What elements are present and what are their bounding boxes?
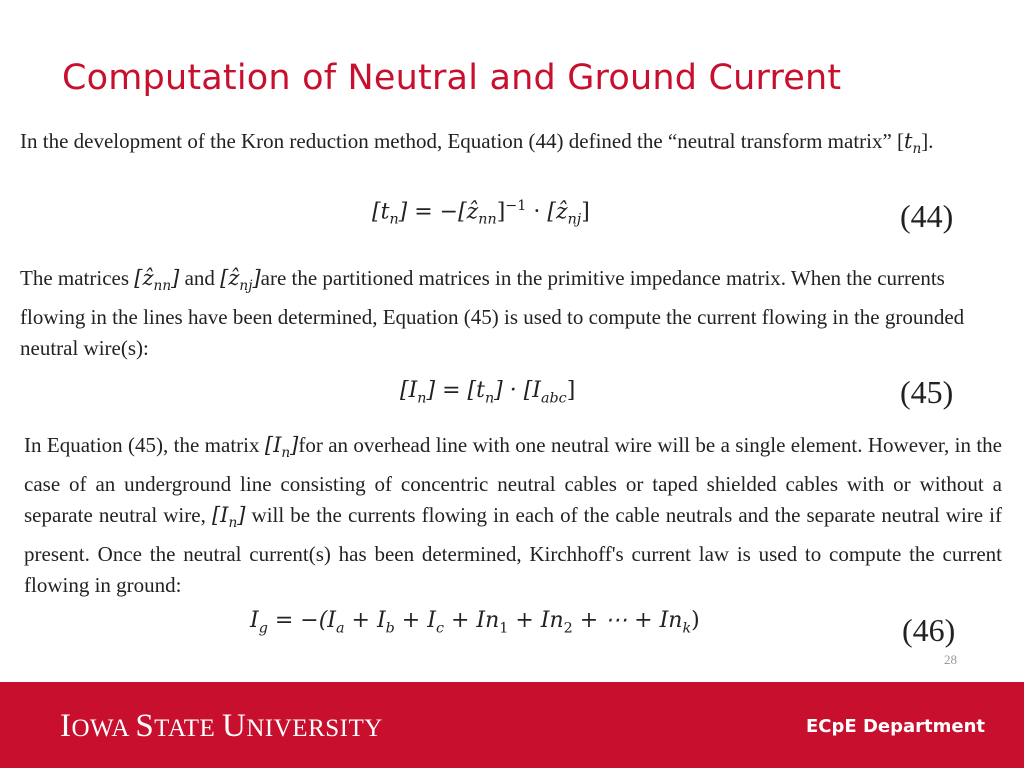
paragraph-ground-current — [24, 430, 1002, 601]
matrix-bracket: ] — [237, 503, 246, 528]
matrix-symbol: [ẑ — [134, 266, 154, 290]
eq-term: ] · [I — [494, 378, 541, 403]
eq-term: I — [250, 608, 259, 633]
paragraph-partitioned-matrices — [20, 263, 1010, 364]
matrix-bracket: ] — [171, 266, 180, 290]
equation-44: $[t_n]$ = −[ẑ$_{nn}$]$^{-1}$ · [ẑ$_{nj}$] — [372, 198, 590, 228]
inline-matrix — [264, 433, 299, 462]
eq-subscript: a — [336, 620, 345, 637]
equation-45 — [400, 378, 575, 406]
eq-superscript: −1 — [505, 198, 527, 214]
eq-term: ] = −[ẑ — [398, 199, 479, 225]
eq-term: + In — [508, 608, 564, 633]
matrix-bracket: ] — [290, 433, 299, 457]
matrix-subscript: n — [228, 515, 238, 532]
paragraph-text: ]. — [921, 129, 934, 153]
paragraph-text: In Equation (45), the matrix — [24, 433, 265, 457]
eq-bracket: ] — [566, 378, 576, 403]
logo-letters: OWA — [71, 715, 136, 742]
inline-matrix — [211, 503, 246, 532]
matrix-subscript: nj — [239, 278, 253, 295]
eq-subscript: g — [258, 620, 268, 637]
eq-subscript: 1 — [499, 620, 509, 637]
matrix-subscript: nn — [153, 278, 172, 295]
paragraph-text: and — [179, 266, 221, 290]
matrix-symbol: [I — [211, 503, 229, 528]
equation-46 — [250, 608, 700, 636]
eq-term: [I — [400, 378, 418, 403]
eq-bracket: ) — [691, 608, 700, 633]
matrix-subscript: n — [912, 141, 922, 158]
matrix-symbol: [I — [264, 433, 282, 457]
eq-term: + I — [344, 608, 386, 633]
paragraph-text: are the partitioned matrices in the primitive impedance matrix. When the currents flowing in the lines have been determined, Equation (45) is used to compute the current flowing in the grounded neutral wire(s): — [20, 266, 965, 361]
eq-term: + In — [443, 608, 500, 633]
eq-subscript: n — [417, 390, 427, 407]
eq-subscript: n — [389, 211, 399, 228]
paragraph-text: for an overhead line with one neutral wire will be a single element. However, in the case of an underground line consisting of concentric neutral cables or taped shielded cables with or without a separate neutral wire, — [24, 433, 1002, 528]
eq-bracket: ] — [581, 199, 590, 225]
eq-subscript: n — [484, 390, 495, 407]
university-logo — [60, 708, 383, 745]
matrix-subscript: n — [281, 445, 291, 462]
eq-term: + I — [394, 608, 436, 633]
paragraph-text: will be the currents flowing in each of the cable neutrals and the separate neutral wire if present. Once the neutral current(s) has been determined, Kirchhoff's current law is used to compute the current flowing in ground: — [24, 503, 1003, 598]
equation-number-45: (45) — [900, 374, 954, 410]
eq-subscript: b — [385, 620, 395, 637]
eq-term: [ẑ — [547, 199, 568, 225]
eq-term: + ⋯ + In — [572, 608, 683, 633]
inline-matrix — [134, 266, 180, 295]
paragraph-text: The matrices — [20, 266, 135, 290]
matrix-bracket: ] — [252, 266, 261, 290]
paragraph-kron-reduction — [20, 126, 1010, 165]
matrix-symbol: t — [904, 129, 913, 153]
eq-subscript: nj — [567, 211, 582, 228]
paragraph-text: In the development of the Kron reduction method, Equation (44) defined the “neutral transform matrix” [ — [20, 129, 905, 153]
eq-term: [t — [372, 199, 390, 225]
footer-bar — [0, 682, 1024, 768]
logo-letter: U — [222, 708, 247, 744]
eq-subscript: k — [682, 620, 692, 637]
page-number: 28 — [944, 652, 957, 667]
eq-subscript: c — [435, 620, 444, 637]
eq-subscript: nn — [478, 211, 497, 228]
logo-letter: I — [60, 708, 72, 744]
eq-subscript: 2 — [563, 620, 573, 637]
department-label: ECpE Department — [806, 716, 985, 737]
matrix-symbol: [ẑ — [220, 266, 240, 290]
eq-term: ] = [t — [426, 378, 485, 403]
logo-letter: S — [135, 708, 155, 744]
inline-matrix — [220, 266, 261, 295]
logo-letters: TATE — [154, 715, 223, 742]
eq-subscript: abc — [541, 390, 567, 407]
equation-number-46: (46) — [902, 612, 956, 648]
eq-operator: · — [533, 199, 548, 225]
equation-number-44: (44) — [900, 198, 954, 234]
logo-letters: NIVERSITY — [246, 715, 383, 742]
eq-term: = −(I — [267, 608, 336, 633]
slide-title: Computation of Neutral and Ground Current — [62, 58, 842, 98]
